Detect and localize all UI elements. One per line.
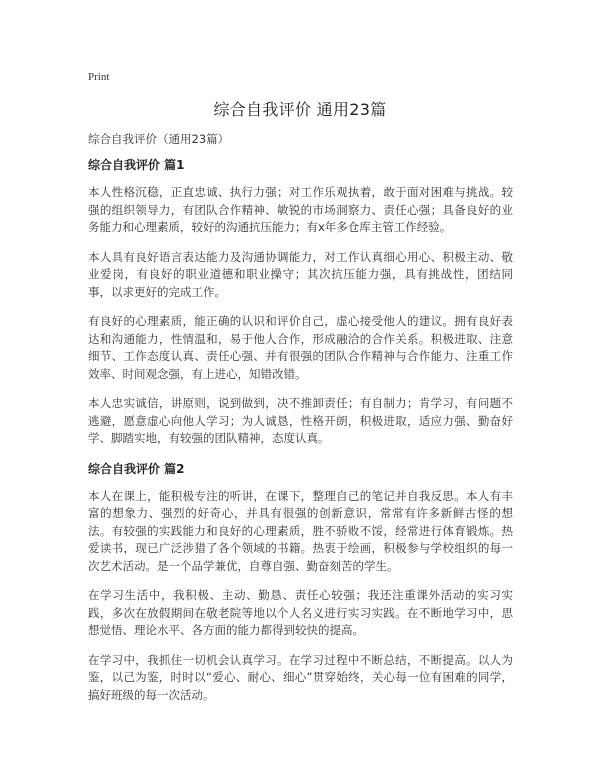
paragraph: 有良好的心理素质，能正确的认识和评价自己，虚心接受他人的建议。拥有良好表达和沟通能力，性情温和，易于他人合作，形成融洽的合作关系。积极进取、注意细节、工作态度认真、责任心强、并有很强的团队合作精神与合作能力、注重工作效率、时间观念强，有上进心，知错改错。 (88, 314, 513, 381)
document-body (88, 156, 513, 716)
print-label: Print (88, 71, 110, 83)
paragraph: 本人性格沉稳，正直忠诚、执行力强；对工作乐观执着，敢于面对困难与挑战。较强的组织领导力，有团队合作精神、敏锐的市场洞察力、责任心强；具备良好的业务能力和心理素质，较好的沟通抗压能力；有x年多仓库主管工作经验。 (88, 185, 513, 234)
paragraph: 本人在课上，能积极专注的听讲，在课下，整理自己的笔记并自我反思。本人有丰富的想象力、强烈的好奇心，并具有很强的创新意识，常常有许多新鲜古怪的想法。有较强的实践能力和良好的心理素质，胜不骄败不馁，经常进行体育锻炼。热爱读书，现已广泛涉猎了各个领域的书籍。热衷于绘画，积极参与学校组织的每一次艺术活动。是一个品学兼优，自尊自强、勤奋刻苦的学生。 (88, 488, 513, 573)
document-title: 综合自我评价 通用23篇 (213, 100, 387, 119)
document-subtitle: 综合自我评价（通用23篇） (88, 132, 230, 146)
section-2 (88, 460, 513, 705)
paragraph: 在学习中，我抓住一切机会认真学习。在学习过程中不断总结，不断提高。以人为鉴，以己为鉴，时时以“爱心、耐心、细心”贯穿始终，关心每一位有困难的同学，搞好班级的每一次活动。 (88, 652, 513, 702)
section-heading: 综合自我评价 篇1 (88, 158, 185, 172)
paragraph: 在学习生活中，我积极、主动、勤恳、责任心较强；我还注重课外活动的实习实践，多次在放假期间在敬老院等地以个人名义进行实习实践。在不断地学习中，思想觉悟、理论水平、各方面的能力都得到较快的提高。 (88, 588, 513, 637)
paragraph: 本人忠实诚信，讲原则，说到做到，决不推卸责任；有自制力；肯学习，有问题不逃避，愿意虚心向他人学习；为人诚恳，性格开朗，积极进取，适应力强、勤奋好学、脚踏实地，有较强的团队精神，态度认真。 (88, 396, 513, 445)
section-heading: 综合自我评价 篇2 (88, 461, 185, 476)
paragraph: 本人具有良好语言表达能力及沟通协调能力，对工作认真细心用心、积极主动、敬业爱岗，有良好的职业道德和职业操守；其次抗压能力强，具有挑战性，团结同事，以求更好的完成工作。 (88, 249, 513, 299)
section-1 (88, 156, 513, 448)
